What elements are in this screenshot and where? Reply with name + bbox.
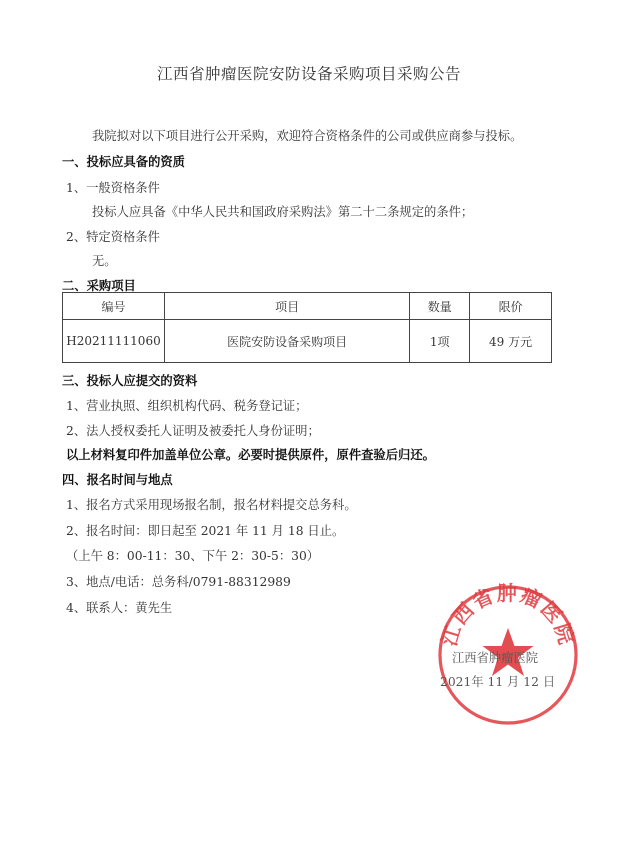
materials-item-2: 2、法人授权委托人证明及被委托人身份证明； — [66, 424, 320, 438]
section-3-heading: 三、投标人应提交的资料 — [62, 373, 198, 388]
registration-hours: （上午 8：00-11：30、下午 2：30-5：30） — [66, 549, 320, 563]
qualification-general: 1、一般资格条件 — [66, 181, 160, 195]
cell-code: H20211111060 — [63, 320, 165, 363]
materials-note: 以上材料复印件加盖单位公章。必要时提供原件，原件查验后归还。 — [66, 447, 435, 462]
intro-paragraph: 我院拟对以下项目进行公开采购，欢迎符合资格条件的公司或供应商参与投标。 — [92, 129, 523, 143]
section-4-heading: 四、报名时间与地点 — [62, 472, 173, 487]
table-row — [63, 320, 552, 363]
svg-text:江西省肿瘤医院: 江西省肿瘤医院 — [436, 581, 580, 649]
procurement-table — [62, 292, 552, 363]
registration-location-phone: 3、地点/电话：总务科/0791-88312989 — [66, 575, 291, 589]
header-code: 编号 — [63, 293, 165, 320]
header-quantity: 数量 — [410, 293, 470, 320]
registration-time: 2、报名时间：即日起至 2021 年 11 月 18 日止。 — [66, 524, 345, 538]
table-header-row — [63, 293, 552, 320]
qualification-specific: 2、特定资格条件 — [66, 230, 160, 244]
page-title: 江西省肿瘤医院安防设备采购项目采购公告 — [156, 65, 461, 83]
qualification-general-text: 投标人应具备《中华人民共和国政府采购法》第二十二条规定的条件； — [92, 205, 474, 219]
cell-quantity: 1项 — [410, 320, 470, 363]
materials-item-1: 1、营业执照、组织机构代码、税务登记证； — [66, 399, 308, 413]
cell-project: 医院安防设备采购项目 — [164, 320, 409, 363]
section-2-heading: 二、采购项目 — [62, 278, 136, 293]
header-project: 项目 — [164, 293, 409, 320]
registration-contact: 4、联系人：黄先生 — [66, 601, 173, 615]
header-price-limit: 限价 — [470, 293, 552, 320]
registration-method: 1、报名方式采用现场报名制，报名材料提交总务科。 — [66, 498, 357, 512]
cell-price-limit: 49 万元 — [470, 320, 552, 363]
signature-date: 2021年 11 月 12 日 — [440, 675, 556, 689]
section-1-heading: 一、投标应具备的资质 — [62, 154, 185, 169]
signature-organization: 江西省肿瘤医院 — [452, 651, 539, 665]
qualification-specific-text: 无。 — [92, 254, 117, 268]
